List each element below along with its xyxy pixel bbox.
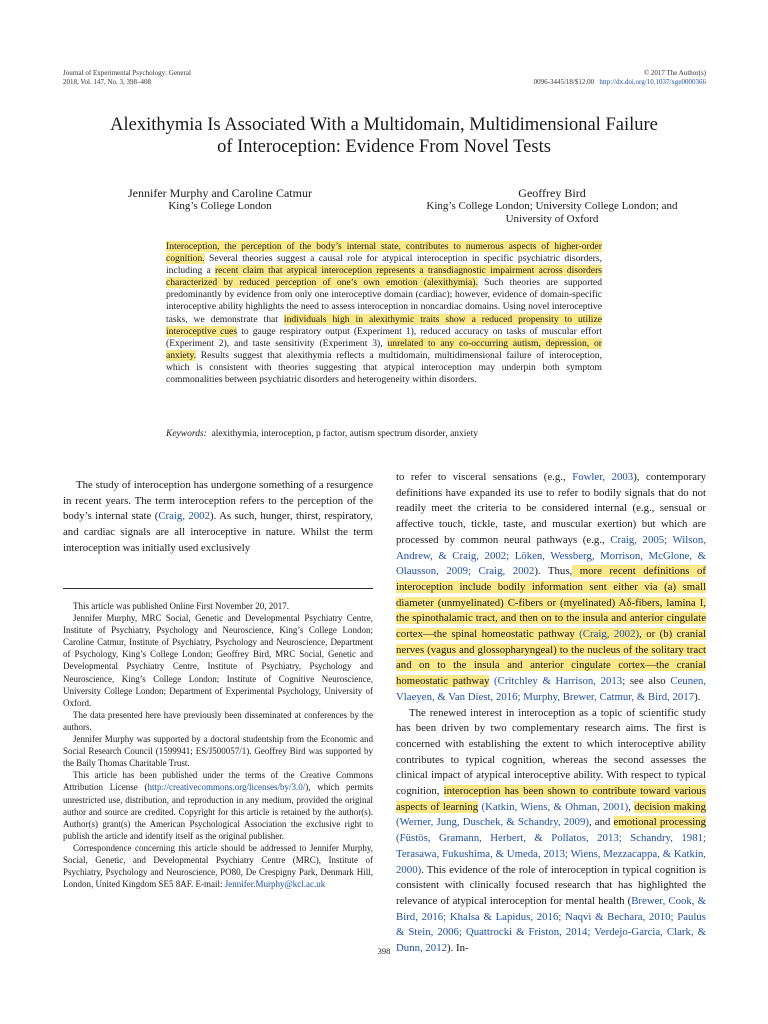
rc-p2-highlight-1: interoception has been shown to contribute toward various aspects of learning [396, 785, 707, 813]
keywords-label: Keywords: [166, 429, 207, 439]
citation-link[interactable]: Fowler, 2003 [572, 471, 634, 483]
footnote-license [63, 769, 373, 842]
rc-text-3: ). Thus, [534, 565, 573, 578]
rc-highlight-2: , or (b) cranial nerves (vagus and glossopharyngeal) to the nucleus of the solitary tract and on to the insula and anterior cingulate cortex—the cranial homeostatic pathway [396, 628, 706, 688]
footnote-online-first: This article was published Online First November 20, 2017. [73, 601, 289, 611]
citation-link[interactable]: (Craig, 2002) [574, 628, 640, 641]
keywords [166, 428, 602, 440]
rc-text-5: ). [694, 690, 701, 703]
intro-paragraph [63, 478, 373, 557]
article-title [40, 114, 728, 158]
abstract-highlight-4: unrelated to any co-occurring autism, depression, or anxiety. [166, 337, 602, 361]
license-text-1: This article has been published under the terms of the Creative Commons Attribution License ( [63, 770, 373, 793]
title-line-1: Alexithymia Is Associated With a Multidomain, Multidimensional Failure [110, 115, 658, 135]
author-affiliation-1: King’s College London [168, 200, 272, 212]
copyright-line: © 2017 The Author(s) [643, 69, 706, 77]
author-block-1 [90, 187, 350, 213]
rc-text-1: to refer to visceral sensations (e.g., [396, 471, 573, 483]
author-names-2: Geoffrey Bird [518, 186, 586, 200]
doi-link[interactable]: http://dx.doi.org/10.1037/xge0000366 [599, 78, 706, 86]
rc-p2-highlight-3: emotional processing [613, 816, 707, 829]
abstract-text-3: to gauge respiratory output (Experiment 1), reduced accuracy on tasks of muscular effort (Experiment 2), and taste sensitivity (Experiment 3), [166, 325, 602, 349]
footnote-divider [63, 588, 373, 589]
body-left-column [63, 478, 373, 557]
intro-text-2: ). As such, hunger, thirst, respiratory, and cardiac signals are all interoceptive in nature. Whilst the term interoception was initially used exclusively [63, 510, 374, 554]
author-affiliation-2a: King’s College London; University College London; and [426, 200, 678, 212]
license-link[interactable]: http://creativecommons.org/licenses/by/3.0/ [147, 782, 306, 793]
page-number: 398 [377, 946, 391, 956]
abstract-highlight-3: individuals high in alexithymic traits show a reduced propensity to utilize interoceptive cues [166, 313, 602, 337]
license-text-2: ), which permits unrestricted use, distribution, and reproduction in any medium, provided the original author and source are credited. Copyright for this article is retained by the author(s). Author(s) grant(s) the American Psychological Association the exclusive right to publish the article and identify itself as the original publisher. [63, 782, 373, 841]
correspondence-text: Correspondence concerning this article should be addressed to Jennifer Murphy, Social, Genetic, and Developmental Psychiatry Centre (MRC), Institute of Psychiatry, Psychology and Neuroscience, PO80, De Crespigny Park, Denmark Hill, London, United Kingdom SE5 8AF. E-mail: [63, 842, 373, 890]
footnote-conferences: The data presented here have previously been disseminated at conferences by the authors. [63, 709, 373, 732]
journal-name: Journal of Experimental Psychology: General [63, 69, 191, 77]
abstract-text-1: Several theories suggest a causal role for atypical interoception in specific psychiatric disorders, including a [166, 253, 602, 277]
citation-link[interactable]: Ceunen, Vlaeyen, & Van Diest, 2016; Murphy, Brewer, Catmur, & Bird, 2017 [396, 675, 706, 703]
journal-volume: 2018, Vol. 147, No. 3, 398–408 [63, 78, 152, 86]
author-note [63, 600, 373, 890]
abstract-highlight-1: Interoception, the perception of the body’s internal state, contributes to numerous aspects of higher-order cognition. [166, 241, 602, 265]
citation-link[interactable]: Craig, 2002 [158, 510, 210, 523]
issn-doi-line [534, 78, 706, 87]
rc-text-2: ), contemporary definitions have expanded its use to refer to bodily signals that do not readily meet the criteria to be considered internal (e.g., sensual or affective touch, tickle, taste, and muscular exertion) but which are processed by common neural pathways (e.g., [396, 471, 706, 546]
keywords-list: alexithymia, interoception, p factor, autism spectrum disorder, anxiety [211, 429, 479, 439]
issn: 0096-3445/18/$12.00 [533, 78, 595, 86]
email-link[interactable]: Jennifer.Murphy@kcl.ac.uk [224, 879, 326, 890]
rc-p2-text-5: ). In- [447, 942, 469, 955]
body-right-column [396, 470, 706, 957]
author-block-2 [400, 187, 704, 226]
author-affiliation-2b: University of Oxford [505, 213, 599, 225]
footnote-funding: Jennifer Murphy was supported by a doctoral studentship from the Economic and Social Research Council (1599941; ES/J500057/1). Geoffrey Bird was supported by the Baily Thomas Charitable Trust. [63, 734, 373, 769]
rc-p2-text-2: , [628, 800, 635, 813]
citation-link[interactable]: Craig, 2005; Wilson, Andrew, & Craig, 2002; Löken, Wessberg, Morrison, McGlone, & Olausson, 2009; Craig, 2002 [396, 533, 706, 578]
abstract [166, 241, 602, 386]
rc-p2-text-3: , and [588, 816, 614, 829]
abstract-text-4: Results suggest that alexithymia reflects a multidomain, multidimensional failure of interoception, which is consistent with theories suggesting that atypical interoception may underpin both symptom commonalities between psychiatric disorders and heterogeneity within disorders. [166, 349, 602, 386]
rc-p2-text-1: The renewed interest in interoception as a topic of scientific study has been driven by two complementary research aims. The first is concerned with establishing the extent to which interoceptive ability contributes to typical cognition, whereas the second assesses the clinical impact of atypical interoceptive ability. With respect to typical cognition, [396, 706, 706, 798]
footnote-correspondence [63, 842, 373, 890]
rc-p2-highlight-2: decision making [634, 800, 706, 813]
intro-text-1: The study of interoception has undergone something of a resurgence in recent years. The term interoception refers to the perception of the body’s internal state ( [63, 479, 373, 523]
abstract-text-2: Such theories are supported predominantly by evidence from only one interoceptive domain (cardiac); however, evidence of domain-specific interoceptive ability highlights the need to assess interoception in noncardiac domains. Using novel interoceptive tasks, we demonstrate that [166, 277, 602, 325]
citation-link[interactable]: (Füstös, Gramann, Herbert, & Pollatos, 2013; Schandry, 1981; Terasawa, Fukushima, & Umeda, 2013; Wiens, Mezzacappa, & Katkin, 2000) [396, 832, 706, 876]
citation-link[interactable]: (Werner, Jung, Duschek, & Schandry, 2009) [396, 816, 589, 829]
title-line-2: of Interoception: Evidence From Novel Tests [217, 137, 551, 157]
rc-text-4: ; see also [622, 675, 671, 688]
right-paragraph-1 [396, 470, 706, 706]
citation-link[interactable]: Brewer, Cook, & Bird, 2016; Khalsa & Lapidus, 2016; Naqvi & Bechara, 2010; Paulus & Stein, 2006; Quattrocki & Friston, 2014; Verdejo-Garcia, Clark, & Dunn, 2012 [396, 894, 706, 955]
abstract-highlight-2: recent claim that atypical interoception represents a transdiagnostic impairment across disorders characterized by reduced perception of one’s own emotion (alexithymia). [166, 265, 602, 289]
rc-highlight-1: more recent definitions of interoception include bodily information sent either via (a) small diameter (unmyelinated) C-fibers or (myelinated) Aδ-fibers, lamina I, the spinothalamic tract, and then on to the insula and anterior cingulate cortex—the spinal homeostatic pathway [396, 565, 707, 641]
citation-link[interactable]: (Katkin, Wiens, & Ohman, 2001) [478, 800, 629, 813]
rc-p2-text-4: . This evidence of the role of interoception in typical cognition is consistent with clinically focused research that has highlighted the relevance of atypical interoception for mental health ( [396, 863, 706, 907]
running-header-copyright [534, 69, 706, 87]
right-paragraph-2 [396, 706, 706, 957]
author-names-1: Jennifer Murphy and Caroline Catmur [128, 186, 312, 200]
citation-link[interactable]: (Critchley & Harrison, 2013 [489, 675, 623, 688]
footnote-affiliations: Jennifer Murphy, MRC Social, Genetic and Developmental Psychiatry Centre, Institute of Psychiatry, Psychology and Neuroscience, King’s College London; Caroline Catmur, Institute of Psychiatry, Psychology and Neuroscience, Department of Psychology, King’s College London; Geoffrey Bird, MRC Social, Genetic and Developmental Psychiatry Centre, Institute of Psychiatry, Psychology and Neuroscience, King’s College London; Institute of Cognitive Neuroscience, University College London; Department of Experimental Psychology, University of Oxford. [63, 613, 373, 708]
running-header-journal [63, 69, 191, 87]
